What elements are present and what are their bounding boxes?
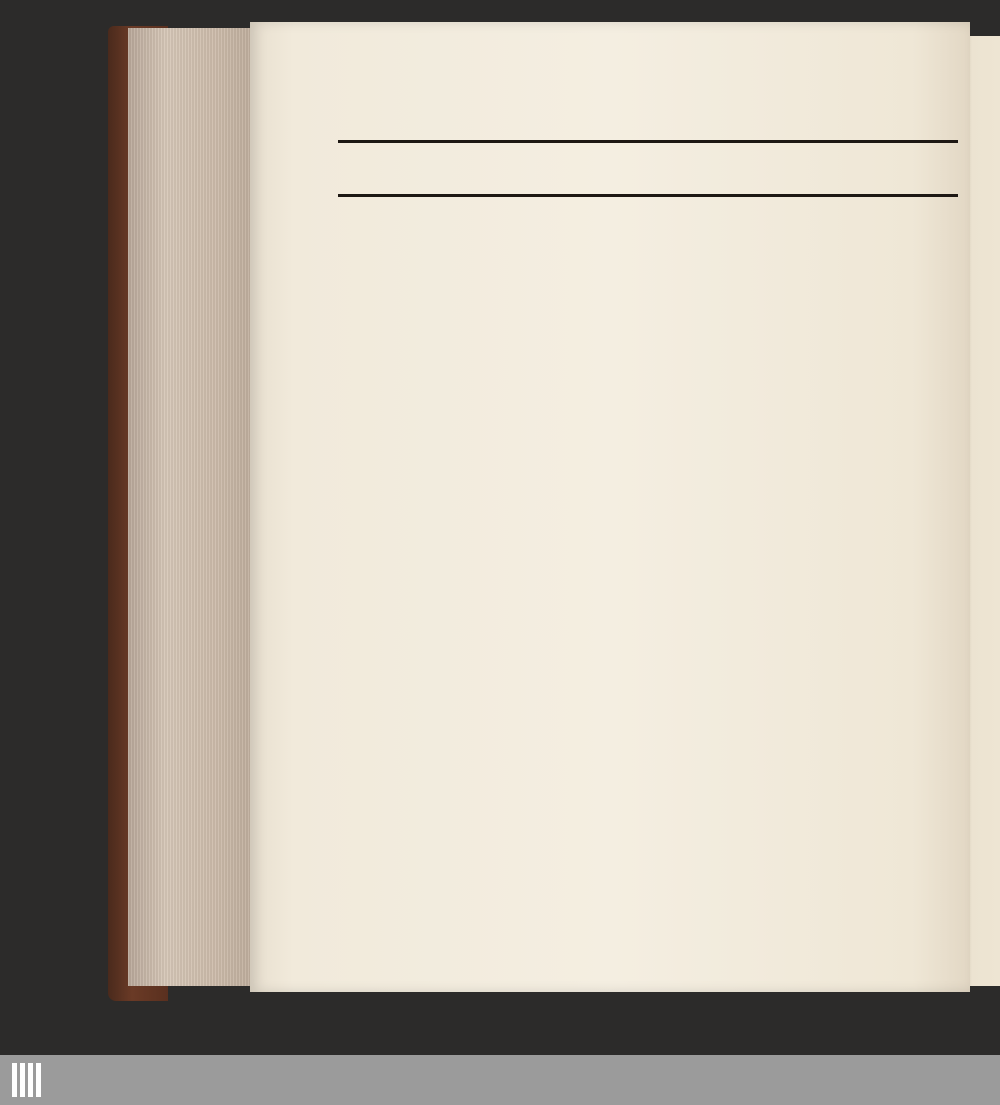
page-edges (128, 28, 254, 986)
decorative-ornament-band (338, 112, 958, 224)
page-header (338, 80, 958, 106)
library-footer (0, 1055, 1000, 1105)
library-logo-icon (12, 1063, 42, 1097)
